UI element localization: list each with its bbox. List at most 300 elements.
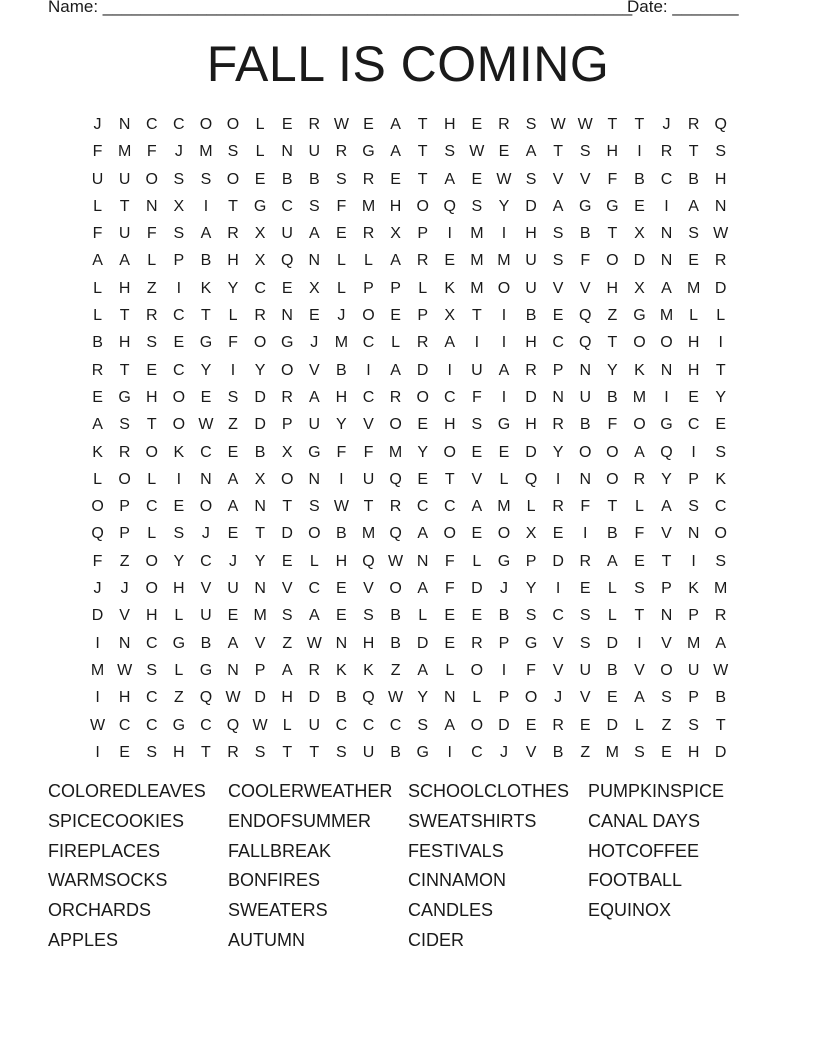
- grid-cell[interactable]: L: [309, 552, 319, 570]
- grid-cell[interactable]: L: [364, 252, 373, 270]
- grid-cell[interactable]: E: [579, 580, 591, 598]
- grid-cell[interactable]: O: [280, 470, 294, 488]
- grid-cell[interactable]: A: [606, 552, 618, 570]
- grid-cell[interactable]: I: [95, 689, 100, 707]
- grid-cell[interactable]: P: [688, 470, 699, 488]
- grid-cell[interactable]: W: [89, 716, 106, 734]
- grid-cell[interactable]: K: [363, 661, 374, 679]
- grid-cell[interactable]: Z: [228, 416, 238, 434]
- grid-cell[interactable]: Z: [390, 661, 401, 679]
- grid-cell[interactable]: G: [633, 307, 646, 325]
- grid-cell[interactable]: K: [444, 279, 456, 297]
- grid-cell[interactable]: S: [579, 634, 591, 652]
- grid-cell[interactable]: C: [145, 498, 158, 516]
- grid-cell[interactable]: C: [443, 388, 456, 406]
- grid-cell[interactable]: V: [552, 279, 564, 297]
- grid-cell[interactable]: C: [281, 197, 293, 215]
- grid-cell[interactable]: L: [93, 307, 102, 325]
- grid-cell[interactable]: P: [254, 661, 266, 679]
- grid-cell[interactable]: K: [200, 279, 212, 297]
- grid-cell[interactable]: B: [688, 170, 699, 188]
- grid-cell[interactable]: A: [308, 225, 320, 243]
- grid-cell[interactable]: T: [282, 498, 293, 516]
- grid-cell[interactable]: L: [716, 307, 726, 325]
- grid-cell[interactable]: U: [118, 225, 131, 243]
- grid-cell[interactable]: T: [715, 361, 726, 379]
- grid-cell[interactable]: C: [714, 498, 727, 516]
- grid-cell[interactable]: O: [199, 116, 213, 133]
- grid-cell[interactable]: I: [691, 552, 696, 570]
- grid-cell[interactable]: F: [336, 197, 347, 215]
- grid-cell[interactable]: A: [498, 361, 510, 379]
- grid-cell[interactable]: H: [443, 416, 456, 434]
- grid-cell[interactable]: J: [93, 580, 102, 598]
- grid-cell[interactable]: S: [417, 716, 428, 734]
- grid-cell[interactable]: M: [632, 388, 647, 406]
- grid-cell[interactable]: O: [416, 388, 429, 406]
- grid-cell[interactable]: Y: [417, 689, 428, 707]
- grid-cell[interactable]: N: [660, 225, 673, 243]
- grid-cell[interactable]: E: [498, 143, 510, 161]
- grid-cell[interactable]: P: [363, 279, 374, 297]
- grid-cell[interactable]: L: [418, 607, 428, 625]
- grid-cell[interactable]: N: [118, 116, 131, 133]
- grid-cell[interactable]: W: [713, 661, 729, 679]
- grid-cell[interactable]: R: [362, 170, 375, 188]
- grid-cell[interactable]: G: [524, 634, 538, 652]
- grid-cell[interactable]: H: [118, 334, 131, 352]
- grid-cell[interactable]: O: [253, 334, 267, 352]
- grid-cell[interactable]: F: [634, 525, 645, 543]
- grid-cell[interactable]: B: [390, 634, 401, 652]
- grid-cell[interactable]: R: [714, 252, 727, 270]
- grid-cell[interactable]: L: [174, 661, 184, 679]
- grid-cell[interactable]: A: [471, 498, 483, 516]
- grid-cell[interactable]: X: [254, 252, 266, 270]
- grid-cell[interactable]: I: [664, 197, 669, 215]
- grid-cell[interactable]: T: [607, 334, 618, 352]
- grid-cell[interactable]: S: [173, 170, 185, 188]
- grid-cell[interactable]: A: [390, 361, 401, 379]
- grid-cell[interactable]: P: [661, 580, 672, 598]
- grid-cell[interactable]: I: [447, 361, 452, 379]
- grid-cell[interactable]: E: [417, 416, 428, 434]
- grid-cell[interactable]: D: [254, 416, 266, 434]
- grid-cell[interactable]: S: [715, 443, 727, 461]
- grid-cell[interactable]: S: [688, 716, 699, 734]
- grid-cell[interactable]: V: [552, 634, 564, 652]
- grid-cell[interactable]: F: [580, 252, 591, 270]
- grid-cell[interactable]: T: [607, 498, 618, 516]
- grid-cell[interactable]: N: [254, 580, 266, 598]
- grid-cell[interactable]: S: [634, 743, 645, 761]
- grid-cell[interactable]: Z: [146, 279, 157, 297]
- grid-cell[interactable]: O: [606, 443, 619, 461]
- grid-cell[interactable]: E: [173, 498, 185, 516]
- grid-cell[interactable]: E: [281, 552, 293, 570]
- grid-cell[interactable]: G: [253, 197, 267, 215]
- grid-cell[interactable]: W: [713, 225, 729, 243]
- grid-cell[interactable]: O: [172, 416, 186, 434]
- grid-cell[interactable]: S: [146, 661, 158, 679]
- grid-cell[interactable]: P: [390, 279, 401, 297]
- grid-cell[interactable]: B: [390, 743, 401, 761]
- grid-cell[interactable]: A: [715, 634, 727, 652]
- grid-cell[interactable]: O: [497, 279, 511, 297]
- grid-cell[interactable]: D: [606, 634, 619, 652]
- grid-cell[interactable]: H: [335, 388, 348, 406]
- grid-cell[interactable]: U: [308, 143, 321, 161]
- grid-cell[interactable]: M: [470, 279, 484, 297]
- grid-cell[interactable]: S: [336, 743, 347, 761]
- grid-cell[interactable]: S: [227, 143, 239, 161]
- grid-cell[interactable]: N: [200, 470, 212, 488]
- grid-cell[interactable]: L: [634, 498, 644, 516]
- grid-cell[interactable]: R: [416, 252, 429, 270]
- grid-cell[interactable]: L: [93, 197, 102, 215]
- grid-cell[interactable]: W: [577, 116, 593, 133]
- grid-cell[interactable]: E: [336, 607, 347, 625]
- grid-cell[interactable]: E: [634, 197, 645, 215]
- grid-cell[interactable]: I: [95, 743, 100, 761]
- grid-cell[interactable]: L: [689, 307, 699, 325]
- grid-cell[interactable]: H: [443, 116, 456, 133]
- grid-cell[interactable]: F: [92, 552, 103, 570]
- grid-cell[interactable]: C: [443, 498, 456, 516]
- grid-cell[interactable]: A: [525, 143, 537, 161]
- grid-cell[interactable]: C: [118, 716, 131, 734]
- grid-cell[interactable]: W: [252, 716, 268, 734]
- grid-cell[interactable]: M: [497, 252, 511, 270]
- grid-cell[interactable]: A: [634, 689, 645, 707]
- grid-cell[interactable]: T: [119, 361, 130, 379]
- grid-cell[interactable]: E: [471, 170, 483, 188]
- grid-cell[interactable]: C: [552, 334, 564, 352]
- grid-cell[interactable]: G: [362, 143, 375, 161]
- grid-cell[interactable]: M: [470, 252, 484, 270]
- grid-cell[interactable]: B: [579, 416, 591, 434]
- grid-cell[interactable]: G: [416, 743, 429, 761]
- grid-cell[interactable]: R: [525, 361, 537, 379]
- grid-cell[interactable]: E: [119, 743, 130, 761]
- grid-cell[interactable]: N: [416, 552, 429, 570]
- grid-cell[interactable]: B: [336, 361, 347, 379]
- grid-cell[interactable]: H: [227, 252, 239, 270]
- grid-cell[interactable]: S: [471, 197, 483, 215]
- grid-cell[interactable]: R: [552, 416, 564, 434]
- grid-cell[interactable]: J: [310, 334, 319, 352]
- grid-cell[interactable]: B: [498, 607, 510, 625]
- grid-cell[interactable]: A: [444, 716, 456, 734]
- grid-cell[interactable]: F: [580, 498, 591, 516]
- grid-cell[interactable]: B: [390, 607, 401, 625]
- grid-cell[interactable]: H: [606, 279, 619, 297]
- grid-cell[interactable]: V: [525, 743, 537, 761]
- grid-cell[interactable]: O: [470, 661, 484, 679]
- grid-cell[interactable]: S: [227, 388, 239, 406]
- grid-cell[interactable]: V: [579, 689, 591, 707]
- grid-cell[interactable]: E: [227, 607, 239, 625]
- grid-cell[interactable]: H: [145, 607, 158, 625]
- grid-cell[interactable]: C: [145, 716, 158, 734]
- grid-cell[interactable]: O: [389, 416, 402, 434]
- grid-cell[interactable]: N: [118, 634, 131, 652]
- grid-cell[interactable]: P: [119, 525, 130, 543]
- grid-cell[interactable]: A: [227, 634, 239, 652]
- grid-cell[interactable]: V: [363, 580, 374, 598]
- grid-cell[interactable]: F: [607, 416, 618, 434]
- grid-cell[interactable]: B: [92, 334, 103, 352]
- grid-cell[interactable]: Q: [714, 116, 727, 133]
- grid-cell[interactable]: S: [579, 607, 591, 625]
- grid-cell[interactable]: O: [443, 525, 456, 543]
- grid-cell[interactable]: V: [308, 361, 320, 379]
- grid-cell[interactable]: Q: [660, 443, 673, 461]
- grid-cell[interactable]: Q: [226, 716, 240, 734]
- grid-cell[interactable]: P: [281, 416, 293, 434]
- grid-cell[interactable]: G: [579, 197, 592, 215]
- grid-cell[interactable]: D: [525, 443, 537, 461]
- grid-cell[interactable]: J: [662, 116, 671, 133]
- grid-cell[interactable]: O: [199, 498, 213, 516]
- grid-cell[interactable]: D: [714, 279, 727, 297]
- grid-cell[interactable]: E: [390, 307, 401, 325]
- grid-cell[interactable]: Q: [389, 470, 402, 488]
- grid-cell[interactable]: T: [255, 525, 265, 543]
- grid-cell[interactable]: O: [714, 525, 727, 543]
- grid-cell[interactable]: M: [361, 197, 376, 215]
- grid-cell[interactable]: R: [471, 634, 483, 652]
- grid-cell[interactable]: T: [607, 225, 618, 243]
- grid-cell[interactable]: G: [497, 552, 511, 570]
- grid-cell[interactable]: W: [333, 498, 349, 516]
- grid-cell[interactable]: V: [471, 470, 483, 488]
- grid-cell[interactable]: T: [444, 470, 455, 488]
- grid-cell[interactable]: U: [91, 170, 104, 188]
- grid-cell[interactable]: E: [444, 607, 456, 625]
- grid-cell[interactable]: P: [688, 607, 699, 625]
- grid-cell[interactable]: D: [525, 197, 537, 215]
- grid-cell[interactable]: M: [605, 743, 619, 761]
- grid-cell[interactable]: N: [579, 361, 592, 379]
- grid-cell[interactable]: I: [339, 470, 344, 488]
- grid-cell[interactable]: B: [552, 743, 564, 761]
- grid-cell[interactable]: N: [227, 661, 239, 679]
- grid-cell[interactable]: O: [524, 689, 538, 707]
- grid-cell[interactable]: D: [525, 388, 537, 406]
- grid-cell[interactable]: A: [390, 143, 401, 161]
- grid-cell[interactable]: F: [228, 334, 238, 352]
- grid-cell[interactable]: L: [445, 661, 455, 679]
- grid-cell[interactable]: L: [336, 252, 346, 270]
- grid-cell[interactable]: O: [280, 361, 294, 379]
- grid-cell[interactable]: V: [281, 580, 293, 598]
- grid-cell[interactable]: W: [198, 416, 214, 434]
- grid-cell[interactable]: T: [688, 143, 699, 161]
- grid-cell[interactable]: R: [308, 116, 321, 133]
- grid-cell[interactable]: U: [579, 388, 592, 406]
- grid-cell[interactable]: M: [686, 634, 701, 652]
- grid-cell[interactable]: I: [664, 388, 669, 406]
- grid-cell[interactable]: E: [146, 361, 158, 379]
- grid-cell[interactable]: S: [308, 197, 320, 215]
- grid-cell[interactable]: K: [688, 580, 699, 598]
- name-field[interactable]: Name: ________________________________________________________: [48, 0, 633, 16]
- grid-cell[interactable]: Y: [336, 416, 347, 434]
- grid-cell[interactable]: Z: [282, 634, 293, 652]
- grid-cell[interactable]: S: [715, 143, 727, 161]
- grid-cell[interactable]: E: [173, 334, 185, 352]
- grid-cell[interactable]: E: [552, 307, 564, 325]
- grid-cell[interactable]: T: [363, 498, 374, 516]
- grid-cell[interactable]: H: [525, 416, 537, 434]
- grid-cell[interactable]: G: [308, 443, 321, 461]
- grid-cell[interactable]: E: [92, 388, 103, 406]
- grid-cell[interactable]: T: [309, 743, 320, 761]
- grid-cell[interactable]: B: [281, 170, 293, 188]
- grid-cell[interactable]: V: [579, 170, 591, 188]
- grid-cell[interactable]: C: [362, 716, 375, 734]
- grid-cell[interactable]: U: [281, 225, 293, 243]
- grid-cell[interactable]: G: [606, 197, 619, 215]
- grid-cell[interactable]: M: [686, 279, 701, 297]
- grid-cell[interactable]: C: [389, 716, 402, 734]
- grid-cell[interactable]: F: [607, 170, 618, 188]
- grid-cell[interactable]: F: [526, 661, 536, 679]
- grid-cell[interactable]: T: [634, 116, 645, 133]
- grid-cell[interactable]: F: [444, 552, 455, 570]
- grid-cell[interactable]: D: [416, 361, 429, 379]
- grid-cell[interactable]: E: [471, 525, 483, 543]
- grid-cell[interactable]: S: [363, 607, 374, 625]
- grid-cell[interactable]: F: [444, 580, 455, 598]
- grid-cell[interactable]: A: [308, 388, 320, 406]
- grid-cell[interactable]: B: [254, 443, 266, 461]
- grid-cell[interactable]: W: [388, 552, 404, 570]
- grid-cell[interactable]: S: [471, 416, 483, 434]
- grid-cell[interactable]: M: [470, 225, 484, 243]
- grid-cell[interactable]: Q: [389, 525, 402, 543]
- grid-cell[interactable]: Q: [579, 307, 592, 325]
- grid-cell[interactable]: E: [498, 443, 510, 461]
- grid-cell[interactable]: L: [499, 470, 509, 488]
- grid-cell[interactable]: G: [172, 716, 186, 734]
- grid-cell[interactable]: R: [389, 388, 402, 406]
- grid-cell[interactable]: X: [634, 279, 645, 297]
- grid-cell[interactable]: E: [444, 634, 456, 652]
- grid-cell[interactable]: R: [416, 334, 429, 352]
- grid-cell[interactable]: I: [501, 225, 507, 243]
- grid-cell[interactable]: B: [336, 525, 347, 543]
- grid-cell[interactable]: X: [390, 225, 401, 243]
- grid-cell[interactable]: Q: [280, 252, 294, 270]
- grid-cell[interactable]: O: [91, 498, 104, 516]
- grid-cell[interactable]: S: [173, 525, 185, 543]
- grid-cell[interactable]: F: [336, 443, 347, 461]
- grid-cell[interactable]: C: [145, 634, 158, 652]
- grid-cell[interactable]: H: [118, 279, 131, 297]
- grid-cell[interactable]: T: [417, 170, 428, 188]
- grid-cell[interactable]: A: [227, 470, 239, 488]
- grid-cell[interactable]: Q: [199, 689, 213, 707]
- grid-cell[interactable]: M: [90, 661, 105, 679]
- grid-cell[interactable]: N: [687, 525, 700, 543]
- grid-cell[interactable]: O: [172, 388, 186, 406]
- grid-cell[interactable]: K: [634, 361, 645, 379]
- grid-cell[interactable]: A: [200, 225, 212, 243]
- grid-cell[interactable]: O: [118, 470, 131, 488]
- grid-cell[interactable]: S: [525, 116, 537, 133]
- grid-cell[interactable]: U: [579, 661, 592, 679]
- grid-cell[interactable]: C: [173, 116, 185, 133]
- grid-cell[interactable]: X: [308, 279, 320, 297]
- grid-cell[interactable]: I: [637, 634, 642, 652]
- grid-cell[interactable]: L: [255, 116, 265, 133]
- grid-cell[interactable]: E: [444, 252, 456, 270]
- grid-cell[interactable]: U: [471, 361, 483, 379]
- grid-cell[interactable]: I: [583, 525, 588, 543]
- grid-cell[interactable]: Y: [661, 470, 672, 488]
- grid-cell[interactable]: S: [336, 170, 347, 188]
- grid-cell[interactable]: B: [525, 307, 537, 325]
- grid-cell[interactable]: H: [173, 743, 185, 761]
- grid-cell[interactable]: K: [173, 443, 185, 461]
- grid-cell[interactable]: T: [119, 307, 130, 325]
- grid-cell[interactable]: N: [660, 361, 673, 379]
- grid-cell[interactable]: Q: [362, 552, 375, 570]
- grid-cell[interactable]: M: [253, 607, 267, 625]
- grid-cell[interactable]: G: [199, 334, 213, 352]
- grid-cell[interactable]: O: [606, 252, 619, 270]
- grid-cell[interactable]: Y: [173, 552, 185, 570]
- grid-cell[interactable]: Y: [552, 443, 564, 461]
- grid-cell[interactable]: H: [173, 580, 185, 598]
- grid-cell[interactable]: S: [688, 498, 699, 516]
- grid-cell[interactable]: O: [416, 197, 429, 215]
- grid-cell[interactable]: Q: [91, 525, 104, 543]
- grid-cell[interactable]: O: [226, 116, 240, 133]
- grid-cell[interactable]: S: [308, 498, 320, 516]
- grid-cell[interactable]: R: [308, 661, 321, 679]
- grid-cell[interactable]: R: [145, 307, 158, 325]
- grid-cell[interactable]: L: [391, 334, 401, 352]
- grid-cell[interactable]: T: [634, 607, 645, 625]
- grid-cell[interactable]: E: [579, 716, 591, 734]
- grid-cell[interactable]: E: [363, 116, 374, 133]
- grid-cell[interactable]: L: [147, 470, 157, 488]
- grid-cell[interactable]: C: [308, 580, 321, 598]
- grid-cell[interactable]: F: [146, 143, 157, 161]
- grid-cell[interactable]: L: [418, 279, 428, 297]
- grid-cell[interactable]: E: [552, 525, 564, 543]
- grid-cell[interactable]: C: [145, 689, 158, 707]
- grid-cell[interactable]: E: [254, 170, 266, 188]
- grid-cell[interactable]: B: [579, 225, 591, 243]
- grid-cell[interactable]: J: [174, 143, 183, 161]
- grid-cell[interactable]: T: [715, 716, 726, 734]
- grid-cell[interactable]: N: [714, 197, 727, 215]
- grid-cell[interactable]: J: [120, 580, 129, 598]
- grid-cell[interactable]: D: [498, 716, 510, 734]
- grid-cell[interactable]: B: [336, 689, 347, 707]
- grid-cell[interactable]: P: [173, 252, 185, 270]
- grid-cell[interactable]: I: [366, 361, 371, 379]
- grid-cell[interactable]: I: [718, 334, 723, 352]
- grid-cell[interactable]: B: [606, 388, 618, 406]
- grid-cell[interactable]: J: [499, 580, 508, 598]
- grid-cell[interactable]: R: [552, 498, 564, 516]
- grid-cell[interactable]: R: [362, 225, 375, 243]
